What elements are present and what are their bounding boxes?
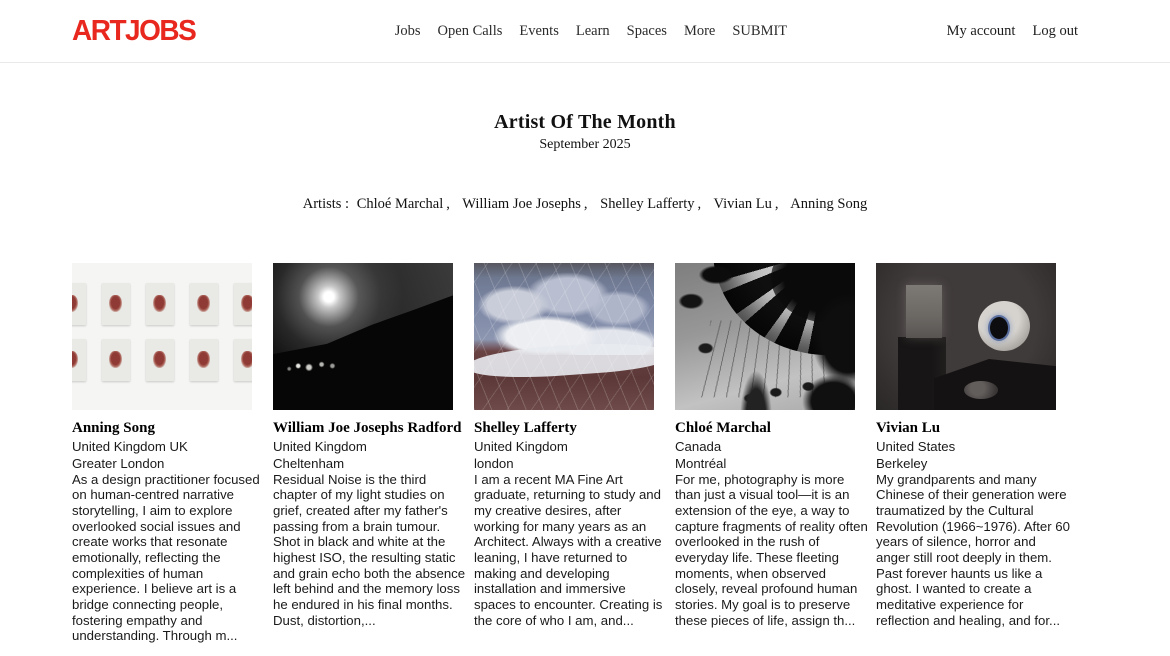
framed-work: [102, 339, 130, 381]
net-overlay: [474, 263, 654, 410]
tree-silhouettes: [675, 263, 855, 410]
framed-work: [190, 339, 218, 381]
artist-separator: ,: [774, 196, 779, 212]
nav-item-jobs[interactable]: Jobs: [394, 22, 421, 39]
artist-country: United Kingdom UK: [72, 438, 188, 454]
artist-statement: For me, photography is more than just a visual tool—it is an extension of the eye, a way to capture fragments of reality often overlooked in the rush of everyday life. These fleeting moments, when observed closely, reveal profound human stories. My goal is to preserve these pieces of life, assign th...: [675, 471, 868, 628]
artists-list-line: [0, 196, 1170, 213]
glass-object: [964, 381, 998, 399]
artist-link-vivian-lu[interactable]: Vivian Lu: [713, 196, 772, 212]
framed-work: [190, 283, 218, 325]
artist-name[interactable]: Vivian Lu: [876, 420, 941, 436]
artwork-image-vivian-lu[interactable]: [876, 263, 1056, 410]
title-block: [0, 111, 1170, 153]
artist-cards: [72, 263, 1082, 644]
framed-work: [234, 283, 252, 325]
artist-link-william-joe-josephs[interactable]: William Joe Josephs: [462, 196, 581, 212]
my-account-link[interactable]: My account: [946, 22, 1016, 39]
artist-statement: My grandparents and many Chinese of their generation were traumatized by the Cultural Revolution (1966~1976). After 60 years of silence, horror and anger still root deeply in them. Past forever haunts us like a ghost. I wanted to create a meditative experience for reflection and healing, and for...: [876, 471, 1070, 628]
distant-lights: [273, 263, 453, 410]
artist-statement: As a design practitioner focused on human-centred narrative storytelling, I aim to explore overlooked social issues and create works that resonate emotionally, reflecting the complexities of human experience. I believe art is a bridge connecting people, fostering empathy and understanding. Through m...: [72, 471, 260, 644]
framed-work: [146, 339, 174, 381]
eye-pupil: [988, 315, 1010, 341]
nav-item-submit[interactable]: SUBMIT: [732, 22, 788, 39]
artist-statement: I am a recent MA Fine Art graduate, returning to study and my creative desires, after working for many years as an Architect. Always with a creative leaning, I have returned to making and developing installation and immersive spaces to encounter. Creating is the core of who I am, and...: [474, 471, 663, 628]
artist-city: Berkeley: [876, 456, 928, 472]
site-header: [0, 0, 1170, 63]
artist-separator: ,: [697, 196, 702, 212]
nav-item-learn[interactable]: Learn: [575, 22, 610, 39]
artjobs-logo[interactable]: ARTJOBS: [72, 14, 196, 47]
artist-city: london: [474, 456, 514, 472]
artist-card-chloe-marchal: [675, 263, 871, 644]
artists-label: Artists :: [302, 196, 350, 212]
artist-country: United States: [876, 438, 956, 454]
artist-city: Greater London: [72, 456, 165, 472]
artist-name[interactable]: Shelley Lafferty: [474, 420, 577, 436]
nav-item-more[interactable]: More: [683, 22, 716, 39]
artist-city: Montréal: [675, 456, 727, 472]
artwork-image-shelley-lafferty[interactable]: [474, 263, 654, 410]
artwork-image-william-radford[interactable]: [273, 263, 453, 410]
artist-name[interactable]: Anning Song: [72, 420, 155, 436]
artist-card-anning-song: [72, 263, 268, 644]
artist-card-shelley-lafferty: [474, 263, 670, 644]
artwork-image-anning-song[interactable]: [72, 263, 252, 410]
artist-statement: Residual Noise is the third chapter of my light studies on grief, created after my father's passing from a brain tumour. Shot in black and white at the highest ISO, the resulting static and grain echo both the absence left behind and the memory loss he endured in his final months. Dust, distortion,...: [273, 471, 466, 628]
nav-item-spaces[interactable]: Spaces: [626, 22, 667, 39]
artist-separator: ,: [446, 196, 450, 212]
artist-link-chloe-marchal[interactable]: Chloé Marchal: [356, 196, 444, 212]
artist-link-anning-song[interactable]: Anning Song: [790, 196, 868, 212]
account-links: [947, 23, 1078, 40]
artist-name[interactable]: William Joe Josephs Radford: [273, 420, 462, 436]
framed-work: [234, 339, 252, 381]
artist-country: United Kingdom: [273, 438, 367, 454]
artist-separator: ,: [583, 196, 588, 212]
lit-panel: [906, 285, 942, 338]
framed-work: [102, 283, 130, 325]
main-nav: [355, 23, 787, 40]
artist-card-william-joe-josephs-radford: [273, 263, 469, 644]
page-title: Artist Of The Month: [494, 111, 676, 133]
artist-country: Canada: [675, 438, 722, 454]
artist-city: Cheltenham: [273, 456, 345, 472]
framed-work: [146, 283, 174, 325]
artwork-image-chloe-marchal[interactable]: [675, 263, 855, 410]
framed-work: [72, 339, 86, 381]
log-out-link[interactable]: Log out: [1032, 22, 1078, 39]
artist-country: United Kingdom: [474, 438, 568, 454]
nav-item-open-calls[interactable]: Open Calls: [437, 22, 503, 39]
nav-item-events[interactable]: Events: [519, 22, 559, 39]
framed-work: [72, 283, 86, 325]
artist-card-vivian-lu: [876, 263, 1072, 644]
artist-name[interactable]: Chloé Marchal: [675, 420, 771, 436]
page-subtitle: September 2025: [539, 137, 631, 152]
artist-link-shelley-lafferty[interactable]: Shelley Lafferty: [600, 196, 695, 212]
